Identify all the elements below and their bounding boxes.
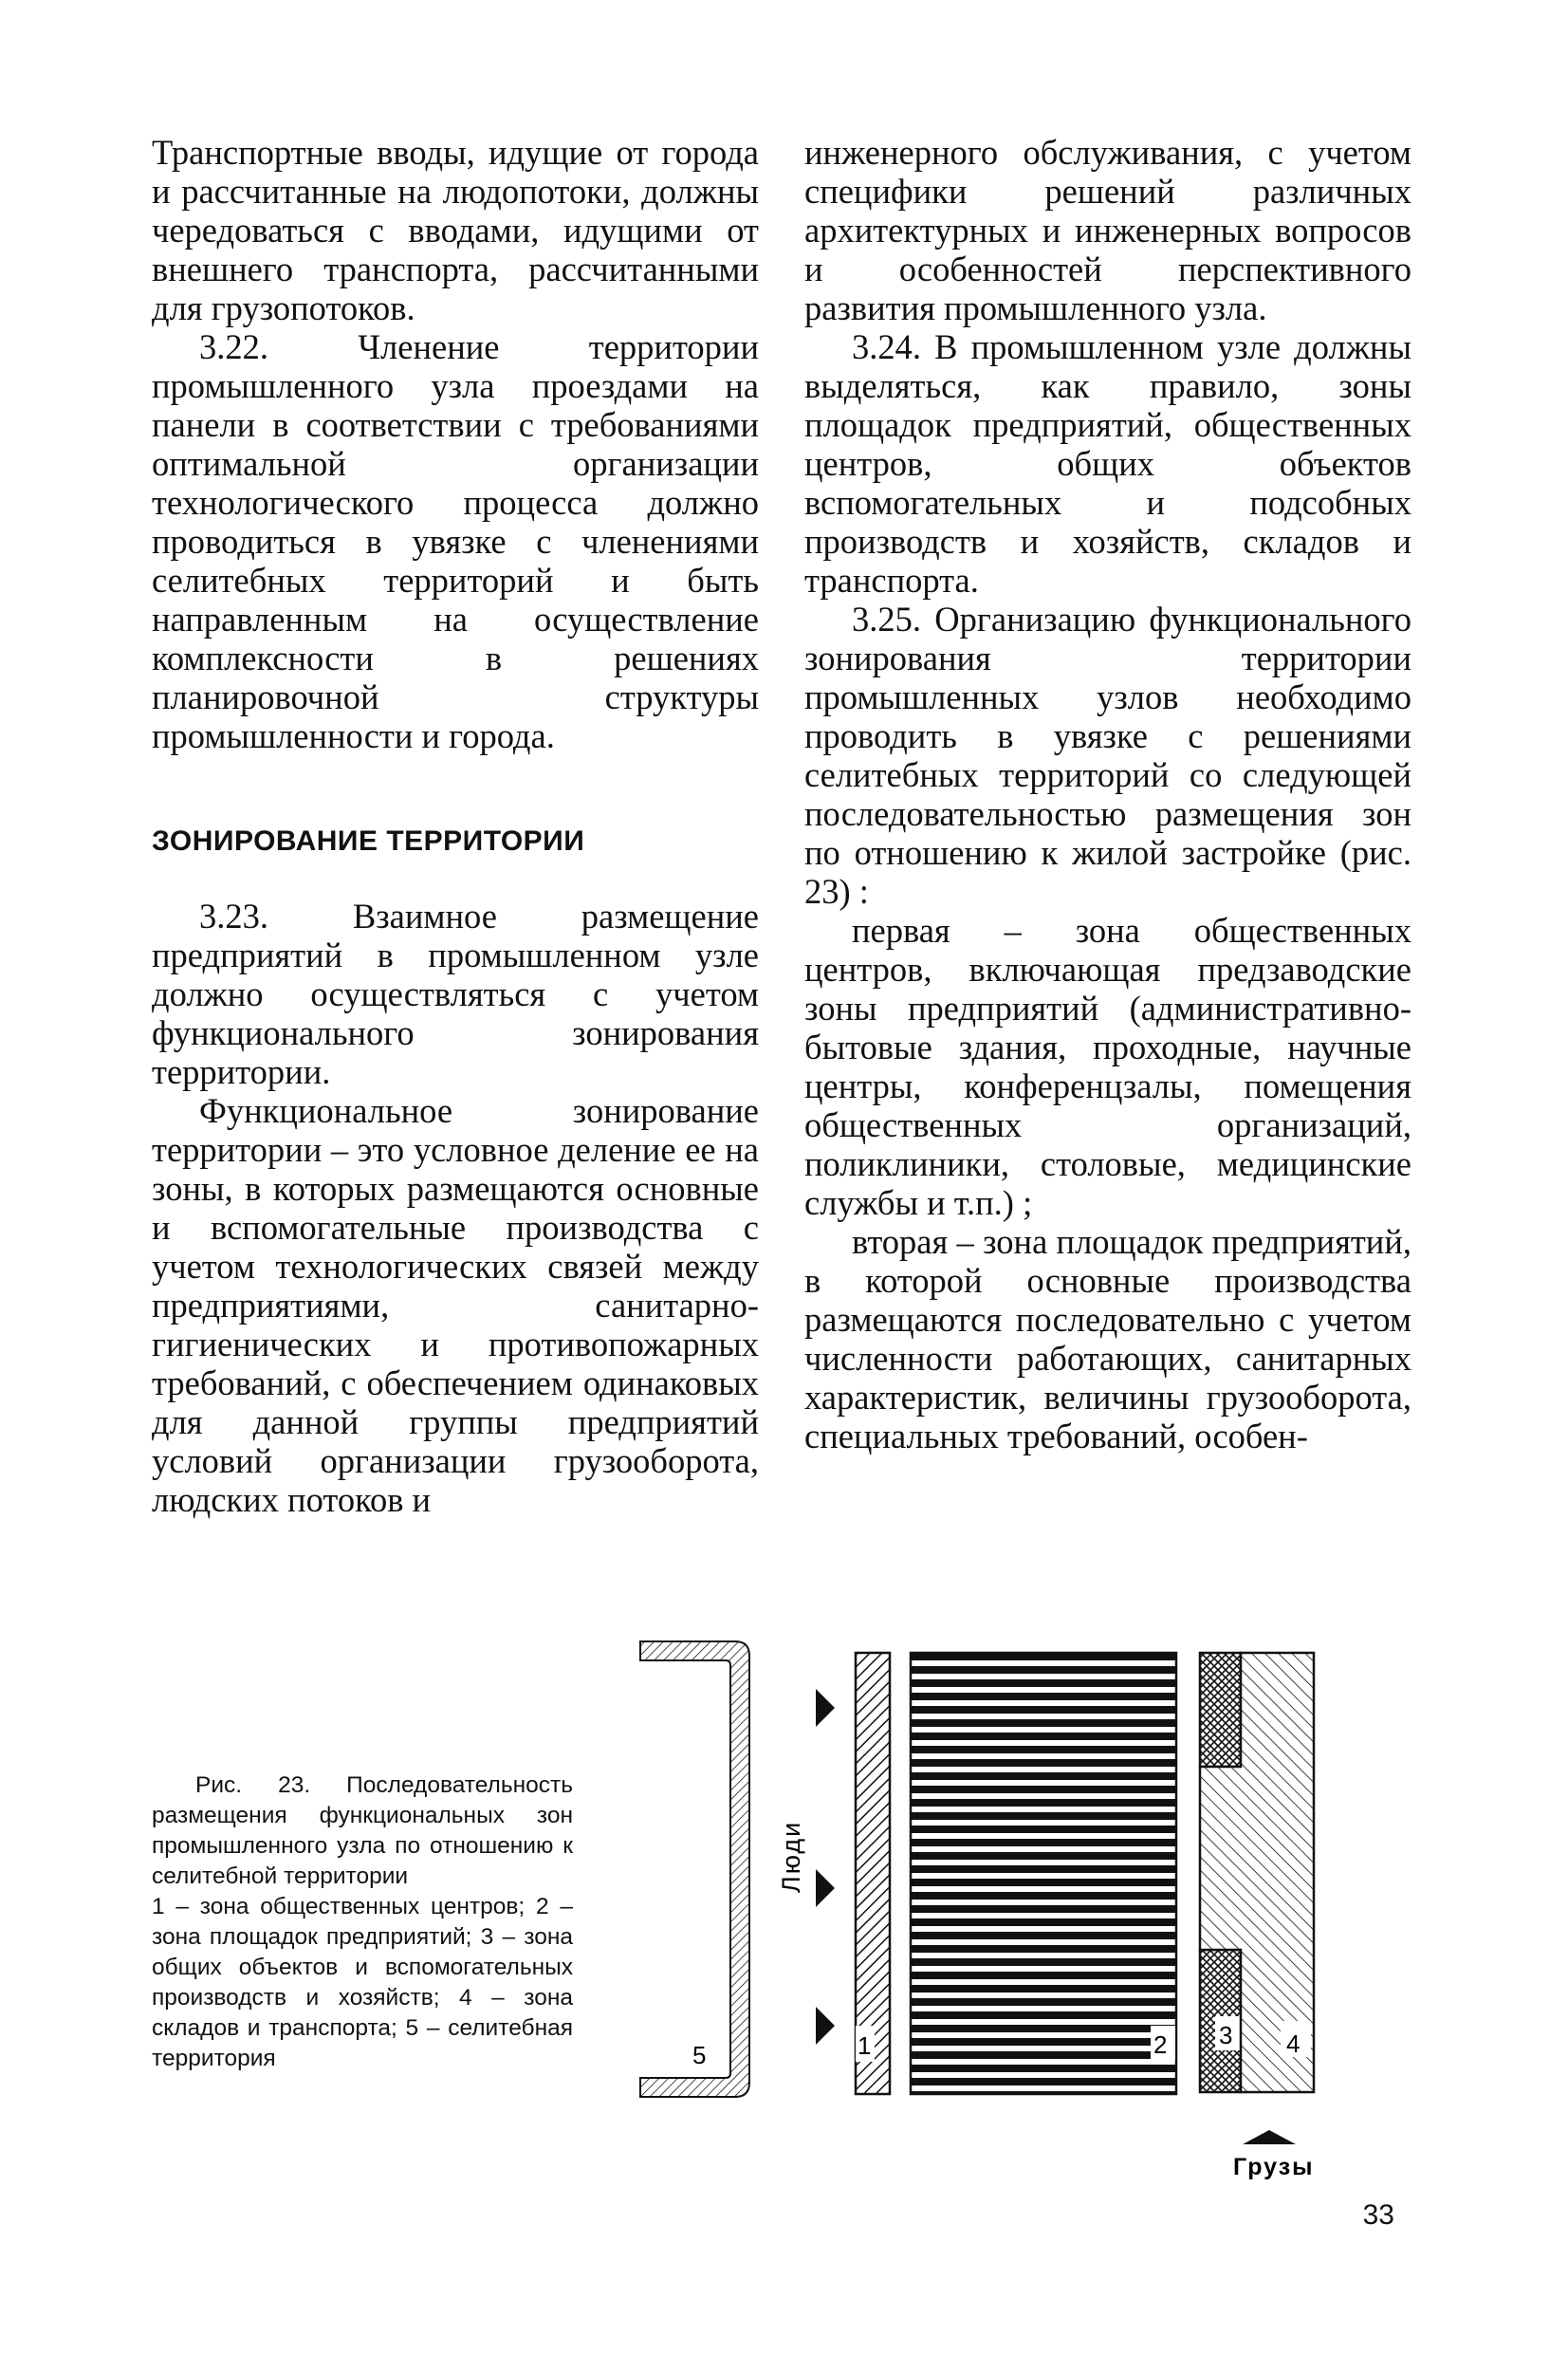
zone-3-label: 3 xyxy=(1219,2021,1233,2049)
figure-caption xyxy=(152,1770,573,2074)
zone-2-enterprise-sites xyxy=(911,1653,1176,2094)
right-column xyxy=(804,133,1411,1455)
paragraph: первая – зона общественных центров, включающая предзаводские зоны предприятий (административно-бытовые здания, проходные, научные центры, конференцзалы, помещения общественных организаций, поликлиники, столовые, медицинские службы и т.п.) ; xyxy=(804,911,1411,1222)
arrow-right-icon xyxy=(816,2007,835,2045)
cargo-label: Грузы xyxy=(1233,2154,1315,2180)
paragraph: 3.24. В промышленном узле должны выделяться, как правило, зоны площадок предприятий, общественных центров, общих объектов вспомогательных и подсобных производств и хозяйств, складов и транспорта. xyxy=(804,327,1411,600)
section-heading: ЗОНИРОВАНИЕ ТЕРРИТОРИИ xyxy=(152,825,585,857)
arrow-up-icon xyxy=(1243,2130,1296,2144)
zone-5-residential xyxy=(640,1641,749,2097)
zone-1-public-centers xyxy=(856,1653,890,2094)
left-column xyxy=(152,133,759,1519)
paragraph: 3.22. Членение территории промышленного узла проездами на панели в соответствии с требованиями оптимальной организации технологического процесса должно проводиться в увязке с членениями селитебных территорий и быть направленным на осуществление комплексности в решениях планировочной структуры промышленности и города. xyxy=(152,327,759,755)
paragraph: 3.25. Организацию функционального зонирования территории промышленных узлов необходимо проводить в увязке с решениями селитебных территорий со следующей последовательностью размещения зон по отношению к жилой застройке (рис. 23) : xyxy=(804,600,1411,911)
zone-2-label: 2 xyxy=(1153,2030,1168,2059)
paragraph: Транспортные вводы, идущие от города и рассчитанные на людопотоки, должны чередоваться с вводами, идущими от внешнего транспорта, рассчитанными для грузопотоков. xyxy=(152,133,759,327)
zone-1-label: 1 xyxy=(858,2031,872,2060)
paragraph: инженерного обслуживания, с учетом специфики решений различных архитектурных и инженерных вопросов и особенностей перспективного развития промышленного узла. xyxy=(804,133,1411,327)
arrow-right-icon xyxy=(816,1689,835,1727)
arrow-right-icon xyxy=(816,1869,835,1907)
page-number: 33 xyxy=(1362,2199,1394,2231)
paragraph: 3.23. Взаимное размещение предприятий в промышленном узле должно осуществляться с учетом функционального зонирования территории. xyxy=(152,897,759,1091)
paragraph: Функциональное зонирование территории – это условное деление ее на зоны, в которых размещаются основные и вспомогательные производства с учетом технологических связей между предприятиями, санитарно-гигиенических и противопожарных требований, с обеспечением одинаковых для данной группы предприятий условий организации грузооборота, людских потоков и xyxy=(152,1091,759,1519)
caption-legend: 1 – зона общественных центров; 2 – зона площадок предприятий; 3 – зона общих объектов и вспомогательных производств и хозяйств; 4 – зона складов и транспорта; 5 – селитебная территория xyxy=(152,1894,573,2071)
zone-4-label: 4 xyxy=(1286,2030,1301,2058)
zoning-diagram xyxy=(607,1613,1461,2220)
caption-title: Рис. 23. Последовательность размещения функциональных зон промышленного узла по отношению к селитебной территории xyxy=(152,1772,573,1889)
paragraph: вторая – зона площадок предприятий, в которой основные производства размещаются последовательно с учетом численности работающих, санитарных характеристик, величины грузооборота, специальных требований, особен- xyxy=(804,1222,1411,1455)
people-label: Люди xyxy=(777,1820,805,1893)
zone-5-label: 5 xyxy=(692,2041,707,2069)
